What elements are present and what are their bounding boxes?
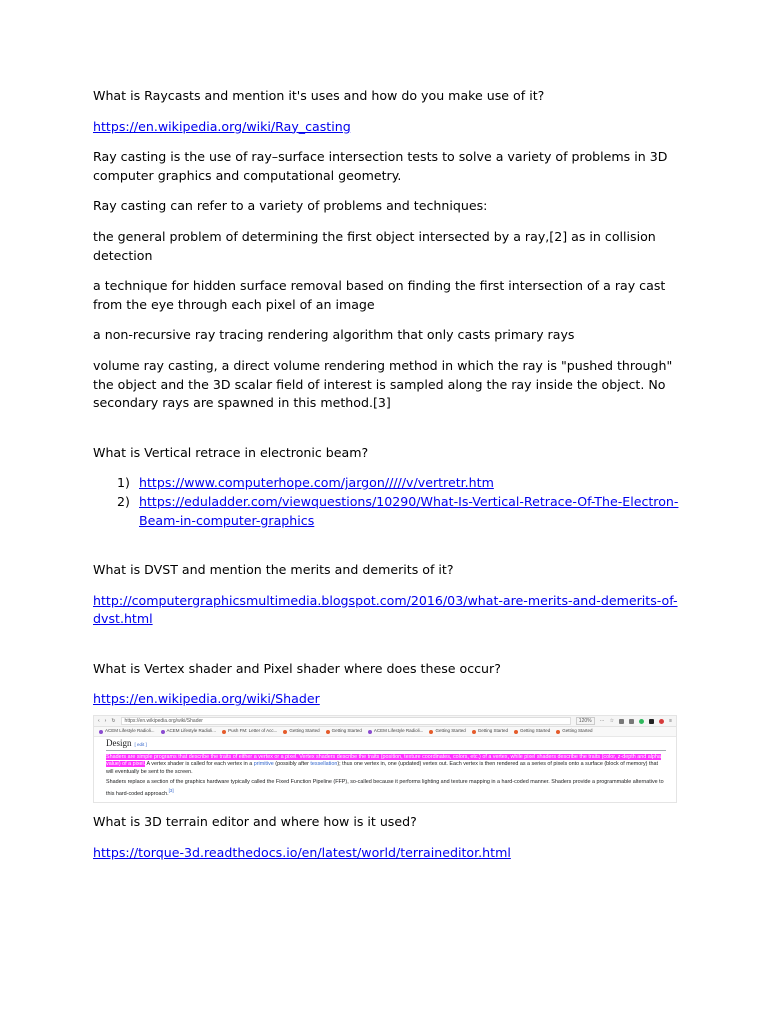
link-computerhope[interactable]: https://www.computerhope.com/jargon/////v/vertretr.htm xyxy=(139,475,494,491)
bookmark-icon xyxy=(326,730,330,734)
extension-icon xyxy=(659,719,664,724)
vertical-retrace-links xyxy=(93,474,683,530)
embedded-screenshot xyxy=(93,715,677,803)
bookmark: ACEM Lifestyle Radioli... xyxy=(368,727,424,737)
bookmark: Getting Started xyxy=(283,727,319,737)
list-number: 1) xyxy=(117,475,130,491)
link-terrain-editor[interactable]: https://torque-3d.readthedocs.io/en/latest/world/terraineditor.html xyxy=(93,844,511,860)
paragraph-hidden-surface: a technique for hidden surface removal based on finding the first intersection of a ray cast from the eye through each pixel of an image xyxy=(93,278,666,312)
menu-icon: ≡ xyxy=(669,717,672,724)
bookmark-icon xyxy=(283,730,287,734)
link-eduladder[interactable]: https://eduladder.com/viewquestions/10290/What-Is-Vertical-Retrace-Of-The-Electron-Beam-in-computer-graphics xyxy=(139,493,679,528)
bookmark-icon xyxy=(99,730,103,734)
paragraph-non-recursive: a non-recursive ray tracing rendering algorithm that only casts primary rays xyxy=(93,327,575,343)
bookmark-icon xyxy=(514,730,518,734)
wiki-heading: Design [ edit ] xyxy=(106,740,666,751)
browser-zoom: 120% xyxy=(576,717,595,725)
browser-url-bar xyxy=(94,716,676,727)
bookmark: Getting Started xyxy=(326,727,362,737)
bookmark: Getting Started xyxy=(472,727,508,737)
wiki-paragraph: Shaders replace a section of the graphics hardware typically called the Fixed Function Pipeline (FFP), so-called because it performs lighting and texture mapping in a hard-coded manner. Shaders provide a programmable alternative to this hard-coded approach.[3] xyxy=(106,779,664,797)
bookmark: Getting Started xyxy=(429,727,465,737)
bookmark: Getting Started xyxy=(514,727,550,737)
paragraph-ray-casting-definition: Ray casting is the use of ray–surface intersection tests to solve a variety of problems in 3D computer graphics and computational geometry. xyxy=(93,149,668,183)
bookmark-icon xyxy=(161,730,165,734)
paragraph-volume-ray-casting: volume ray casting, a direct volume rendering method in which the ray is "pushed through" the object and the 3D scalar field of interest is sampled along the ray inside the object. No secondary rays are spawned in this method.[3] xyxy=(93,357,673,411)
highlighted-text: Shaders are simple programs that describe the traits of either a vertex or a pixel. Vertex shaders describe the traits (position, texture coordinates, colors, etc.) of a vertex, while pixel shaders describe the traits (color, z-depth and alpha value) of a pixel. xyxy=(106,753,661,768)
back-arrow-icon: ‹ xyxy=(98,717,100,724)
link-dvst[interactable]: http://computergraphicsmultimedia.blogspot.com/2016/03/what-are-merits-and-demerits-of-dvst.html xyxy=(93,592,678,627)
question-terrain-editor: What is 3D terrain editor and where how is it used? xyxy=(93,814,417,830)
bookmarks-bar xyxy=(94,727,676,737)
bookmark: Push FM: Letter of Acc... xyxy=(222,727,277,737)
extension-icon xyxy=(639,719,644,724)
list-number: 2) xyxy=(117,493,130,509)
bookmark-icon xyxy=(472,730,476,734)
bookmark-icon xyxy=(556,730,560,734)
link-shader[interactable]: https://en.wikipedia.org/wiki/Shader xyxy=(93,691,320,707)
bookmark: Getting Started xyxy=(556,727,592,737)
question-shaders: What is Vertex shader and Pixel shader where does these occur? xyxy=(93,660,501,676)
extension-icon xyxy=(649,719,654,724)
paragraph-general-problem: the general problem of determining the first object intersected by a ray,[2] as in collision detection xyxy=(93,228,656,263)
more-icon: ··· xyxy=(599,717,605,724)
bookmark-icon xyxy=(368,730,372,734)
star-icon: ☆ xyxy=(609,717,615,724)
question-dvst: What is DVST and mention the merits and demerits of it? xyxy=(93,562,454,578)
forward-arrow-icon: › xyxy=(104,717,107,724)
browser-address: https://en.wikipedia.org/wiki/Shader xyxy=(121,717,571,725)
bookmark: ACEM Lifestyle Radioli... xyxy=(99,727,155,737)
document-body xyxy=(93,87,683,862)
bookmark-icon xyxy=(429,730,433,734)
wiki-paragraph: Shaders are simple programs that describe the traits of either a vertex or a pixel. Vertex shaders describe the traits (position, texture coordinates, colors, etc.) of a vertex, while pixel shaders describe the traits (color, z-depth and alpha value) of a pixel. A vertex shader is called for each vertex in a primitive (possibly after tessellation); thus one vertex in, one (updated) vertex out. Each vertex is then rendered as a series of pixels onto a surface (block of memory) that will eventually be sent to the screen. xyxy=(106,753,661,775)
question-raycasts: What is Raycasts and mention it's uses and how do you make use of it? xyxy=(93,88,545,103)
reload-icon: ↻ xyxy=(111,717,116,724)
wiki-edit-link: [ edit ] xyxy=(134,742,147,748)
extension-icon xyxy=(629,719,634,724)
wiki-content xyxy=(94,737,676,798)
bookmark-icon xyxy=(222,730,226,734)
list-item xyxy=(93,474,683,493)
paragraph-ray-casting-variety: Ray casting can refer to a variety of problems and techniques: xyxy=(93,198,488,214)
list-item xyxy=(93,493,683,530)
link-ray-casting[interactable]: https://en.wikipedia.org/wiki/Ray_casting xyxy=(93,118,351,134)
question-vertical-retrace: What is Vertical retrace in electronic beam? xyxy=(93,444,369,460)
extension-icon xyxy=(619,719,624,724)
bookmark: ACEM Lifestyle Radioli... xyxy=(161,727,217,737)
